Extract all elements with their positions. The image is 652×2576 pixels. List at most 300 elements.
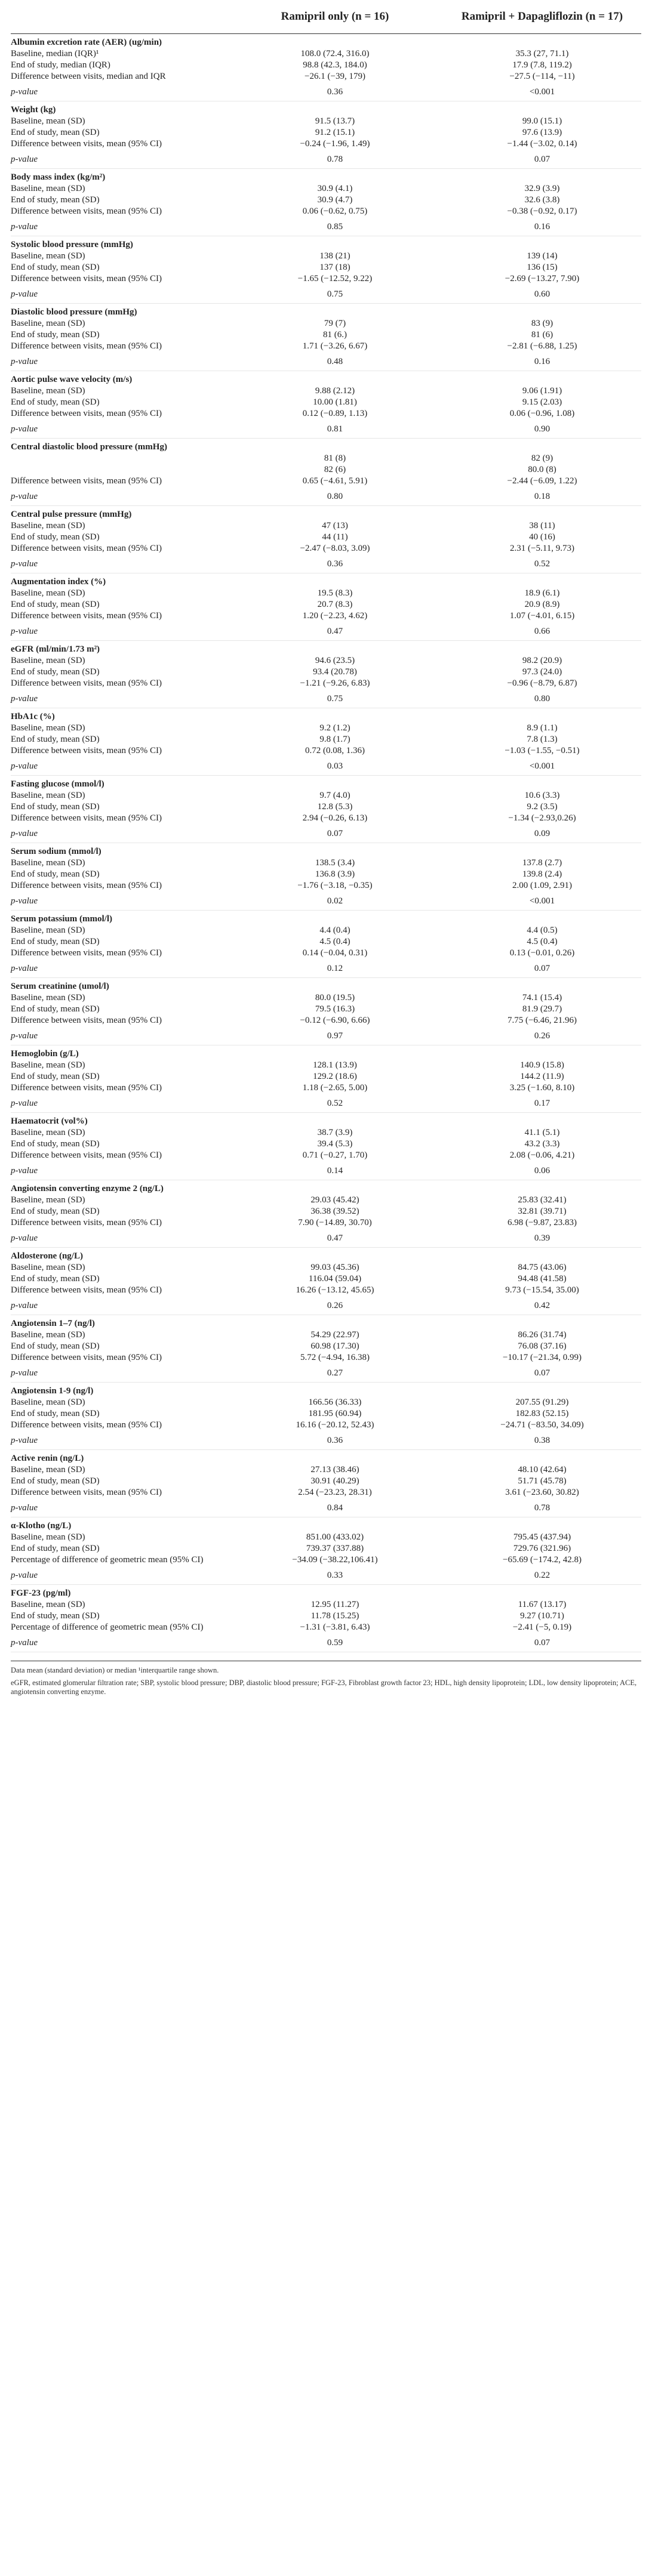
row-label: Difference between visits, mean (95% CI) [11, 1420, 162, 1430]
ramipril-dapagliflozin-value: 0.07 [443, 1633, 641, 1652]
section-header-row [11, 34, 641, 49]
ramipril-dapagliflozin-value: 0.18 [443, 487, 641, 506]
row-label: p-value [11, 1633, 227, 1652]
ramipril-dapagliflozin-value: 0.80 [443, 689, 641, 708]
section-header-row [11, 978, 641, 993]
table-row [11, 1464, 641, 1476]
ramipril-only-value: 38.7 (3.9) [317, 1128, 353, 1137]
ramipril-dapagliflozin-value: 2.31 (−5.11, 9.73) [510, 544, 574, 553]
table-row [11, 543, 641, 554]
table-row [11, 992, 641, 1004]
ramipril-only-value: 30.9 (4.1) [317, 184, 353, 193]
ramipril-only-value: 0.47 [227, 622, 443, 641]
ramipril-dapagliflozin-value: −10.17 (−21.34, 0.99) [503, 1353, 582, 1362]
ramipril-dapagliflozin-value: 8.9 (1.1) [527, 723, 558, 733]
ramipril-dapagliflozin-value: 20.9 (8.9) [524, 600, 560, 609]
p-value-row [11, 487, 641, 506]
row-label: Difference between visits, median and IQR [11, 72, 166, 81]
table-row [11, 116, 641, 127]
row-label: Baseline, mean (SD) [11, 993, 85, 1002]
ramipril-dapagliflozin-value: 0.26 [443, 1026, 641, 1045]
table-row [11, 667, 641, 678]
ramipril-dapagliflozin-value: −65.69 (−174.2, 42.8) [503, 1555, 582, 1565]
ramipril-only-value [227, 911, 443, 925]
ramipril-only-value: 0.03 [227, 757, 443, 776]
p-value-row [11, 419, 641, 439]
footnote-abbreviations: eGFR, estimated glomerular filtration rate; SBP, systolic blood pressure; DBP, diastolic blood pressure; FGF-23, Fibroblast growth factor 23; HDL, high density lipoprotein; LDL, low density lipoprotein; ACE, angiotensin converting enzyme. [11, 1679, 637, 1696]
section-header-row [11, 169, 641, 184]
ramipril-only-value: 54.29 (22.97) [310, 1330, 359, 1340]
ramipril-only-value [227, 843, 443, 858]
ramipril-dapagliflozin-value [443, 978, 641, 993]
table-row [11, 1352, 641, 1363]
row-label: Central diastolic blood pressure (mmHg) [11, 442, 167, 452]
table-row [11, 262, 641, 273]
ramipril-only-value: 0.72 (0.08, 1.36) [305, 746, 365, 755]
section-header-row [11, 101, 641, 116]
ramipril-only-value [227, 169, 443, 184]
table-row [11, 1217, 641, 1229]
ramipril-only-value: 44 (11) [322, 532, 348, 542]
section-header-row [11, 641, 641, 656]
row-label: Difference between visits, mean (95% CI) [11, 544, 162, 553]
ramipril-only-value: −34.09 (−38.22,106.41) [292, 1555, 378, 1565]
row-label: End of study, mean (SD) [11, 397, 100, 407]
ramipril-dapagliflozin-value [443, 236, 641, 251]
section-header-row [11, 1180, 641, 1195]
row-label: p-value [11, 150, 227, 169]
row-label: Baseline, mean (SD) [11, 723, 85, 733]
table-row [11, 1273, 641, 1285]
row-label: Fasting glucose (mmol/l) [11, 779, 104, 789]
ramipril-dapagliflozin-value: 98.2 (20.9) [522, 656, 562, 665]
ramipril-only-value: 4.5 (0.4) [319, 937, 350, 946]
ramipril-only-value: 0.75 [227, 689, 443, 708]
ramipril-dapagliflozin-value: 81.9 (29.7) [522, 1004, 562, 1014]
row-label: Baseline, mean (SD) [11, 1060, 85, 1070]
ramipril-dapagliflozin-value [443, 911, 641, 925]
row-label: Difference between visits, mean (95% CI) [11, 409, 162, 418]
table-row [11, 588, 641, 599]
row-label [11, 453, 227, 464]
ramipril-only-value: −26.1 (−39, 179) [305, 72, 365, 81]
ramipril-dapagliflozin-value: 86.26 (31.74) [518, 1330, 567, 1340]
ramipril-only-value: 0.36 [227, 554, 443, 573]
table-row [11, 329, 641, 341]
ramipril-dapagliflozin-value: 9.73 (−15.54, 35.00) [505, 1285, 579, 1295]
row-label: Difference between visits, mean (95% CI) [11, 881, 162, 890]
ramipril-only-value: 2.94 (−0.26, 6.13) [302, 813, 368, 823]
ramipril-only-value: 138.5 (3.4) [315, 858, 355, 868]
table-row [11, 127, 641, 138]
row-label: p-value [11, 1498, 227, 1517]
ramipril-only-value: 4.4 (0.4) [319, 925, 350, 935]
ramipril-dapagliflozin-value [443, 843, 641, 858]
row-label: Baseline, mean (SD) [11, 521, 85, 530]
row-label: Baseline, mean (SD) [11, 1465, 85, 1474]
ramipril-only-value [227, 439, 443, 454]
ramipril-only-value: −1.65 (−12.52, 9.22) [297, 274, 373, 283]
ramipril-only-value: 0.65 (−4.61, 5.91) [302, 476, 368, 486]
ramipril-only-value: 20.7 (8.3) [317, 600, 353, 609]
table-row [11, 1139, 641, 1150]
row-label: Baseline, mean (SD) [11, 1600, 85, 1609]
p-value-row [11, 285, 641, 304]
ramipril-dapagliflozin-value: −1.03 (−1.55, −0.51) [505, 746, 580, 755]
ramipril-only-value: 79.5 (16.3) [315, 1004, 355, 1014]
row-label: Angiotensin converting enzyme 2 (ng/L) [11, 1184, 164, 1193]
row-label: Baseline, mean (SD) [11, 1128, 85, 1137]
ramipril-dapagliflozin-value: 729.76 (321.96) [513, 1544, 571, 1553]
row-label: p-value [11, 757, 227, 776]
p-value-row [11, 1498, 641, 1517]
ramipril-dapagliflozin-value [443, 304, 641, 319]
row-label: End of study, mean (SD) [11, 735, 100, 744]
ramipril-only-value: 39.4 (5.3) [317, 1139, 353, 1149]
row-label: End of study, mean (SD) [11, 195, 100, 205]
row-label: End of study, mean (SD) [11, 1544, 100, 1553]
section-header-row [11, 1517, 641, 1532]
ramipril-only-value: 136.8 (3.9) [315, 869, 355, 879]
ramipril-only-value [227, 1585, 443, 1600]
ramipril-dapagliflozin-value [443, 169, 641, 184]
row-label: Body mass index (kg/m²) [11, 172, 106, 182]
row-label: Angiotensin 1-9 (ng/l) [11, 1386, 94, 1396]
section-header-row [11, 1450, 641, 1465]
table-row [11, 60, 641, 71]
table-row [11, 385, 641, 397]
ramipril-only-value [227, 1383, 443, 1397]
table-row [11, 655, 641, 667]
table-row [11, 1543, 641, 1554]
ramipril-only-value [227, 506, 443, 521]
ramipril-only-value: −2.47 (−8.03, 3.09) [300, 544, 370, 553]
ramipril-only-value: 128.1 (13.9) [313, 1060, 357, 1070]
row-label: Serum creatinine (umol/l) [11, 982, 109, 991]
ramipril-dapagliflozin-value: 6.98 (−9.87, 23.83) [508, 1218, 577, 1227]
row-label: p-value [11, 285, 227, 304]
ramipril-only-value: 116.04 (59.04) [308, 1274, 362, 1284]
row-label: Percentage of difference of geometric mean (95% CI) [11, 1622, 204, 1632]
row-label: Difference between visits, mean (95% CI) [11, 746, 162, 755]
footnote-data-description: Data mean (standard deviation) or median ¹interquartile range shown. [11, 1666, 219, 1674]
ramipril-only-value: 0.26 [227, 1296, 443, 1315]
row-label: Serum potassium (mmol/l) [11, 914, 112, 924]
ramipril-dapagliflozin-value: 0.17 [443, 1094, 641, 1113]
table-row [11, 183, 641, 195]
row-label: Baseline, mean (SD) [11, 319, 85, 328]
ramipril-dapagliflozin-value [443, 34, 641, 49]
table-body [11, 34, 641, 1652]
section-header-row [11, 439, 641, 454]
ramipril-dapagliflozin-value: 51.71 (45.78) [518, 1476, 567, 1486]
row-label: Difference between visits, mean (95% CI) [11, 1083, 162, 1093]
row-label: Baseline, mean (SD) [11, 1263, 85, 1272]
table-row [11, 1015, 641, 1026]
table-row [11, 48, 641, 60]
row-label: p-value [11, 1026, 227, 1045]
ramipril-only-value [227, 236, 443, 251]
ramipril-only-value [227, 371, 443, 386]
p-value-row [11, 1161, 641, 1180]
ramipril-dapagliflozin-value: 38 (11) [529, 521, 555, 530]
p-value-row [11, 1094, 641, 1113]
ramipril-only-value: 0.36 [227, 1431, 443, 1450]
row-label: Difference between visits, mean (95% CI) [11, 476, 162, 486]
row-label: p-value [11, 1363, 227, 1383]
table-row [11, 1082, 641, 1094]
row-label: Baseline, mean (SD) [11, 116, 85, 126]
ramipril-dapagliflozin-value: 0.66 [443, 622, 641, 641]
row-label: p-value [11, 352, 227, 371]
ramipril-dapagliflozin-value: 97.6 (13.9) [522, 128, 562, 137]
ramipril-dapagliflozin-value: −1.34 (−2.93,0.26) [508, 813, 576, 823]
ramipril-dapagliflozin-value: 74.1 (15.4) [522, 993, 562, 1002]
ramipril-only-value: 19.5 (8.3) [317, 588, 353, 598]
table-row [11, 745, 641, 757]
ramipril-only-value: 47 (13) [322, 521, 348, 530]
ramipril-dapagliflozin-value: 0.09 [443, 824, 641, 843]
section-header-row [11, 1045, 641, 1060]
table-row [11, 869, 641, 880]
ramipril-dapagliflozin-value: 2.08 (−0.06, 4.21) [509, 1150, 575, 1160]
row-label: HbA1c (%) [11, 712, 55, 721]
row-label: Albumin excretion rate (AER) (ug/min) [11, 38, 162, 47]
ramipril-dapagliflozin-value: 81 (6) [531, 330, 553, 340]
row-label: Hemoglobin (g/L) [11, 1049, 79, 1059]
ramipril-only-value: 0.12 [227, 959, 443, 978]
row-label: Difference between visits, mean (95% CI) [11, 1218, 162, 1227]
ramipril-only-value: −1.21 (−9.26, 6.83) [300, 678, 370, 688]
row-label: p-value [11, 689, 227, 708]
ramipril-dapagliflozin-value: 140.9 (15.8) [520, 1060, 564, 1070]
ramipril-only-value [227, 34, 443, 49]
ramipril-dapagliflozin-value [443, 1585, 641, 1600]
ramipril-only-value: 0.75 [227, 285, 443, 304]
ramipril-only-value: 12.95 (11.27) [310, 1600, 359, 1609]
ramipril-dapagliflozin-value: <0.001 [443, 757, 641, 776]
row-label: End of study, mean (SD) [11, 532, 100, 542]
ramipril-only-value: 16.26 (−13.12, 45.65) [296, 1285, 374, 1295]
row-label: Angiotensin 1–7 (ng/l) [11, 1319, 95, 1328]
ramipril-dapagliflozin-value: 9.2 (3.5) [527, 802, 558, 812]
row-label: End of study, mean (SD) [11, 667, 100, 677]
ramipril-only-value: 0.27 [227, 1363, 443, 1383]
ramipril-dapagliflozin-value: −24.71 (−83.50, 34.09) [500, 1420, 584, 1430]
ramipril-dapagliflozin-value: 7.8 (1.3) [527, 735, 558, 744]
row-label: Systolic blood pressure (mmHg) [11, 240, 133, 249]
ramipril-dapagliflozin-value [443, 506, 641, 521]
ramipril-dapagliflozin-value: 4.4 (0.5) [527, 925, 558, 935]
ramipril-dapagliflozin-value [443, 1383, 641, 1397]
p-value-row [11, 554, 641, 573]
row-label: End of study, mean (SD) [11, 869, 100, 879]
row-label: Baseline, mean (SD) [11, 858, 85, 868]
table-row [11, 397, 641, 408]
ramipril-dapagliflozin-value: −2.41 (−5, 0.19) [512, 1622, 572, 1632]
row-label: Difference between visits, mean (95% CI) [11, 813, 162, 823]
ramipril-only-value: 137 (18) [319, 263, 350, 272]
p-value-row [11, 1363, 641, 1383]
table-row [11, 948, 641, 959]
row-label: Baseline, mean (SD) [11, 1195, 85, 1205]
p-value-row [11, 1431, 641, 1450]
ramipril-only-value: 5.72 (−4.94, 16.38) [300, 1353, 370, 1362]
ramipril-only-value: 166.56 (36.33) [308, 1397, 362, 1407]
ramipril-dapagliflozin-value: −2.44 (−6.09, 1.22) [507, 476, 577, 486]
row-label: Baseline, mean (SD) [11, 386, 85, 396]
ramipril-dapagliflozin-value: 0.06 [443, 1161, 641, 1180]
table-row [11, 936, 641, 948]
row-label: End of study, mean (SD) [11, 1611, 100, 1621]
ramipril-only-value: 60.98 (17.30) [310, 1341, 359, 1351]
ramipril-only-value: 851.00 (433.02) [306, 1532, 364, 1542]
table-header [11, 0, 641, 34]
ramipril-dapagliflozin-value: 0.39 [443, 1229, 641, 1248]
table-row [11, 1127, 641, 1139]
ramipril-only-value: 129.2 (18.6) [313, 1072, 357, 1081]
row-label: Baseline, mean (SD) [11, 925, 85, 935]
ramipril-dapagliflozin-value: 17.9 (7.8, 119.2) [512, 60, 572, 70]
ramipril-only-value: −0.12 (−6.90, 6.66) [300, 1016, 370, 1025]
row-label: Difference between visits, mean (95% CI) [11, 274, 162, 283]
ramipril-only-value: 0.78 [227, 150, 443, 169]
table-row [11, 1285, 641, 1296]
ramipril-only-value: 27.13 (38.46) [310, 1465, 359, 1474]
section-header-row [11, 776, 641, 791]
ramipril-dapagliflozin-value: 32.9 (3.9) [524, 184, 560, 193]
row-label: p-value [11, 487, 227, 506]
section-header-row [11, 1585, 641, 1600]
ramipril-only-value [227, 304, 443, 319]
ramipril-only-value: 30.9 (4.7) [317, 195, 353, 205]
p-value-row [11, 757, 641, 776]
ramipril-dapagliflozin-value: 0.13 (−0.01, 0.26) [509, 948, 575, 958]
ramipril-only-value: 9.7 (4.0) [319, 791, 350, 800]
row-label: Aortic pulse wave velocity (m/s) [11, 375, 133, 384]
table-row [11, 678, 641, 689]
row-label: Active renin (ng/L) [11, 1454, 84, 1463]
ramipril-dapagliflozin-value: 0.52 [443, 554, 641, 573]
ramipril-only-value: 30.91 (40.29) [310, 1476, 359, 1486]
section-header-row [11, 506, 641, 521]
ramipril-dapagliflozin-value [443, 1045, 641, 1060]
header-ramipril-only: Ramipril only (n = 16) [227, 0, 443, 34]
ramipril-dapagliflozin-value: 10.6 (3.3) [524, 791, 560, 800]
p-value-row [11, 1566, 641, 1585]
ramipril-only-value [227, 101, 443, 116]
row-label: eGFR (ml/min/1.73 m²) [11, 644, 100, 654]
section-header-row [11, 371, 641, 386]
ramipril-only-value: 0.06 (−0.62, 0.75) [302, 206, 368, 216]
ramipril-only-value: 82 (6) [324, 465, 346, 474]
section-header-row [11, 1248, 641, 1263]
ramipril-only-value: 81 (8) [324, 454, 346, 463]
row-label: p-value [11, 622, 227, 641]
ramipril-dapagliflozin-value: 9.06 (1.91) [522, 386, 562, 396]
ramipril-only-value: 98.8 (42.3, 184.0) [303, 60, 367, 70]
row-label: p-value [11, 1161, 227, 1180]
ramipril-only-value: −0.24 (−1.96, 1.49) [300, 139, 370, 149]
ramipril-dapagliflozin-value: 1.07 (−4.01, 6.15) [509, 611, 575, 621]
row-label: Difference between visits, mean (95% CI) [11, 341, 162, 351]
table-row [11, 1476, 641, 1487]
ramipril-only-value: 10.00 (1.81) [313, 397, 357, 407]
ramipril-dapagliflozin-value: 182.83 (52.15) [515, 1409, 569, 1418]
ramipril-dapagliflozin-value: 0.22 [443, 1566, 641, 1585]
row-label: Baseline, mean (SD) [11, 791, 85, 800]
header-ramipril-dapagliflozin: Ramipril + Dapagliflozin (n = 17) [443, 0, 641, 34]
ramipril-dapagliflozin-value [443, 573, 641, 588]
row-label: End of study, mean (SD) [11, 263, 100, 272]
ramipril-dapagliflozin-value: −2.81 (−6.88, 1.25) [507, 341, 577, 351]
ramipril-only-value: −1.31 (−3.81, 6.43) [300, 1622, 370, 1632]
table-row [11, 734, 641, 745]
table-row [11, 1004, 641, 1015]
table-row [11, 610, 641, 622]
row-label: Central pulse pressure (mmHg) [11, 510, 132, 519]
row-label: p-value [11, 1094, 227, 1113]
row-label [11, 464, 227, 476]
ramipril-only-value: 138 (21) [319, 251, 350, 261]
ramipril-only-value: 0.81 [227, 419, 443, 439]
p-value-row [11, 1633, 641, 1652]
ramipril-only-value: 739.37 (337.88) [306, 1544, 364, 1553]
row-label: p-value [11, 959, 227, 978]
p-value-row [11, 959, 641, 978]
ramipril-dapagliflozin-value: 0.16 [443, 217, 641, 236]
ramipril-only-value: 0.80 [227, 487, 443, 506]
table-row [11, 1329, 641, 1341]
ramipril-dapagliflozin-value: 9.15 (2.03) [522, 397, 562, 407]
table-row [11, 251, 641, 262]
row-label: Baseline, median (IQR)¹ [11, 49, 99, 58]
ramipril-dapagliflozin-value: 0.06 (−0.96, 1.08) [509, 409, 575, 418]
row-label: p-value [11, 419, 227, 439]
row-label: Difference between visits, mean (95% CI) [11, 1285, 162, 1295]
section-header-row [11, 911, 641, 925]
ramipril-dapagliflozin-value [443, 1450, 641, 1465]
p-value-row [11, 1229, 641, 1248]
ramipril-dapagliflozin-value [443, 776, 641, 791]
table-footnotes [11, 1661, 641, 1696]
table-row [11, 801, 641, 813]
ramipril-dapagliflozin-value: 83 (9) [531, 319, 553, 328]
row-label: Weight (kg) [11, 105, 56, 115]
ramipril-only-value: 108.0 (72.4, 316.0) [300, 49, 370, 58]
ramipril-dapagliflozin-value: 0.07 [443, 150, 641, 169]
table-row [11, 195, 641, 206]
table-row [11, 273, 641, 285]
ramipril-dapagliflozin-value: 41.1 (5.1) [524, 1128, 560, 1137]
table-row [11, 1206, 641, 1217]
ramipril-dapagliflozin-value [443, 1180, 641, 1195]
ramipril-only-value: 0.36 [227, 82, 443, 101]
ramipril-only-value [227, 1045, 443, 1060]
row-label: Baseline, mean (SD) [11, 656, 85, 665]
row-label: Baseline, mean (SD) [11, 588, 85, 598]
section-header-row [11, 1383, 641, 1397]
table-row [11, 1341, 641, 1352]
p-value-row [11, 1296, 641, 1315]
ramipril-only-value [227, 1517, 443, 1532]
table-row [11, 206, 641, 217]
ramipril-dapagliflozin-value [443, 1248, 641, 1263]
ramipril-only-value: 0.59 [227, 1633, 443, 1652]
ramipril-only-value: 2.54 (−23.23, 28.31) [298, 1488, 372, 1497]
ramipril-dapagliflozin-value: 4.5 (0.4) [527, 937, 558, 946]
ramipril-only-value: 79 (7) [324, 319, 346, 328]
